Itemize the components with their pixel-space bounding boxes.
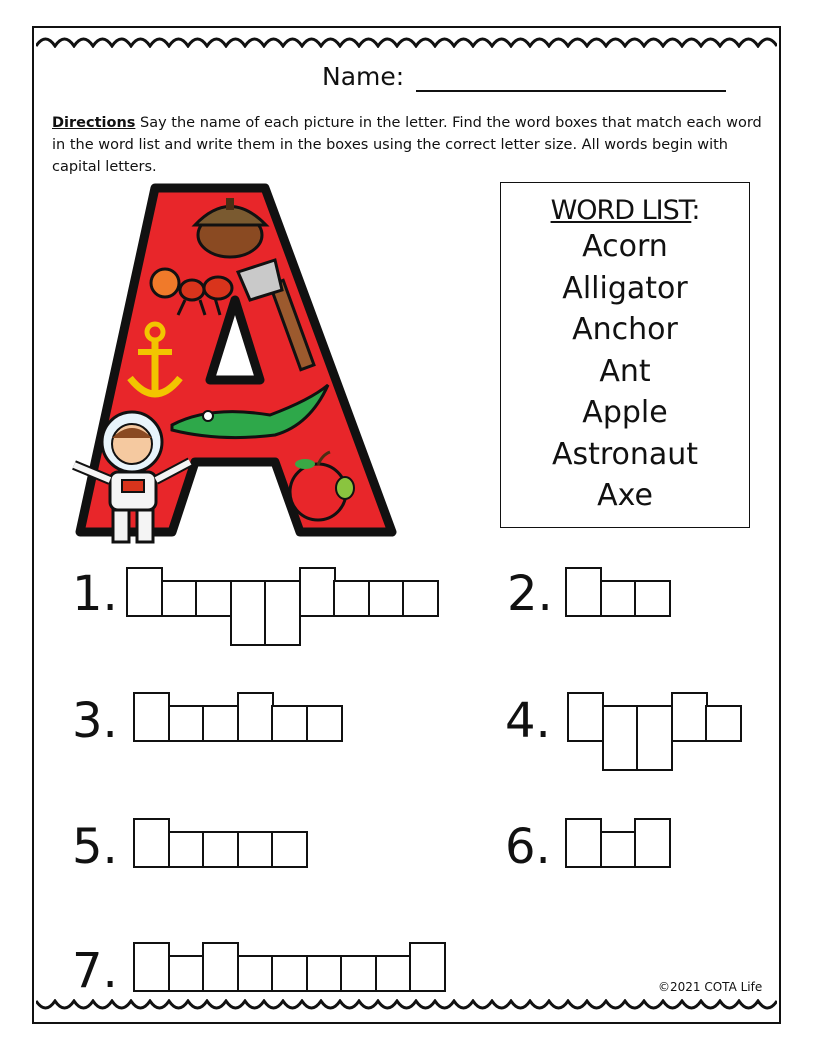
directions-lead: Directions [52, 115, 136, 131]
puzzle-number: 2. [507, 566, 553, 622]
letter-box-short[interactable] [237, 831, 274, 868]
letter-box-short[interactable] [237, 955, 274, 992]
letter-box-tall[interactable] [409, 942, 446, 992]
directions-text: Say the name of each picture in the letter. Find the word boxes that match each word in the word list and write them in the boxes using the correct letter size. All words begin with capital letters. [52, 115, 762, 175]
word-list-item: Axe [597, 478, 653, 513]
name-row [322, 62, 732, 94]
letter-box-descender[interactable] [636, 705, 673, 771]
name-label: Name: [322, 62, 405, 91]
letter-box-short[interactable] [340, 955, 377, 992]
puzzle-number: 6. [505, 819, 551, 875]
letter-box-tall[interactable] [133, 942, 170, 992]
word-list-title: WORD LIST: [550, 195, 700, 226]
word-list-item: Astronaut [551, 436, 699, 472]
letter-box-tall[interactable] [299, 567, 336, 617]
letter-box-short[interactable] [161, 580, 198, 617]
letter-box-short[interactable] [202, 705, 239, 742]
word-list-item: Anchor [572, 312, 678, 347]
letter-box-tall[interactable] [671, 692, 708, 742]
directions [52, 112, 770, 178]
copyright: ©2021 COTA Life [658, 980, 763, 994]
letter-box-tall[interactable] [237, 692, 274, 742]
letter-box-tall[interactable] [567, 692, 604, 742]
letter-box-short[interactable] [402, 580, 439, 617]
puzzle-number: 1. [72, 566, 118, 622]
letter-a-illustration [60, 180, 400, 550]
word-list-box [500, 182, 750, 528]
word-list-item: Acorn [582, 229, 668, 264]
puzzle-number: 3. [72, 693, 118, 749]
letter-box-short[interactable] [306, 955, 343, 992]
word-list-item: Ant [599, 353, 651, 389]
letter-box-descender[interactable] [230, 580, 267, 646]
letter-box-descender[interactable] [264, 580, 301, 646]
letter-box-short[interactable] [368, 580, 405, 617]
letter-box-short[interactable] [195, 580, 232, 617]
letter-box-short[interactable] [271, 955, 308, 992]
letter-box-short[interactable] [202, 831, 239, 868]
letter-box-tall[interactable] [133, 818, 170, 868]
letter-box-tall[interactable] [202, 942, 239, 992]
letter-box-descender[interactable] [602, 705, 639, 771]
word-list-item: Apple [582, 395, 668, 430]
letter-box-short[interactable] [271, 831, 308, 868]
letter-box-short[interactable] [600, 580, 637, 617]
letter-box-short[interactable] [333, 580, 370, 617]
scallop-border-top [36, 32, 777, 48]
word-list-item: Alligator [562, 270, 688, 306]
puzzle-number: 4. [505, 693, 551, 749]
puzzle-number: 5. [72, 819, 118, 875]
letter-box-short[interactable] [168, 831, 205, 868]
letter-box-short[interactable] [375, 955, 412, 992]
letter-box-short[interactable] [271, 705, 308, 742]
letter-box-tall[interactable] [565, 818, 602, 868]
letter-box-tall[interactable] [565, 567, 602, 617]
letter-box-short[interactable] [634, 580, 671, 617]
scallop-border-bottom [36, 999, 777, 1015]
letter-box-tall[interactable] [634, 818, 671, 868]
letter-box-short[interactable] [705, 705, 742, 742]
letter-box-short[interactable] [168, 705, 205, 742]
letter-box-tall[interactable] [126, 567, 163, 617]
puzzle-number: 7. [72, 943, 118, 999]
letter-box-short[interactable] [306, 705, 343, 742]
name-write-line[interactable] [416, 90, 726, 92]
letter-box-short[interactable] [600, 831, 637, 868]
letter-box-tall[interactable] [133, 692, 170, 742]
letter-box-short[interactable] [168, 955, 205, 992]
